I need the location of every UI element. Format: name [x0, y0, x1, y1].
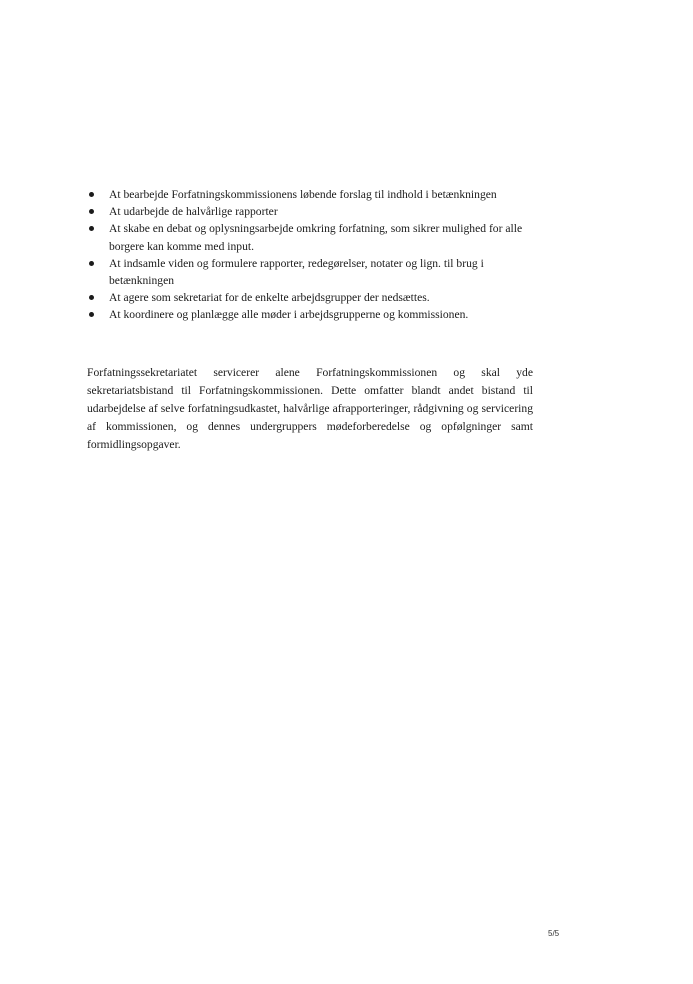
bullet-item [87, 186, 533, 203]
bullet-dot-icon [89, 192, 94, 197]
bullet-item [87, 203, 533, 220]
bullet-text: At bearbejde Forfatningskommissionens løbende forslag til indhold i betænkningen [109, 188, 497, 201]
task-bullet-list [87, 186, 533, 324]
bullet-dot-icon [89, 261, 94, 266]
bullet-text: At agere som sekretariat for de enkelte arbejdsgrupper der nedsættes. [109, 291, 430, 305]
bullet-item [87, 220, 533, 254]
bullet-text: At skabe en debat og oplysningsarbejde omkring forfatning, som sikrer mulighed for alle borgere kan komme med input. [109, 222, 523, 253]
bullet-dot-icon [89, 226, 94, 231]
bullet-text: At udarbejde de halvårlige rapporter [109, 205, 278, 219]
body-paragraph: Forfatningssekretariatet servicerer alene Forfatningskommissionen og skal yde sekretariatsbistand til Forfatningskommissionen. Dette omfatter blandt andet bistand til udarbejdelse af selve forfatningsudkastet, halvårlige afrapporteringer, rådgivning og servicering af kommissionen, og dennes undergruppers mødeforberedelse og opfølgninger samt formidlingsopgaver. [87, 366, 533, 451]
bullet-dot-icon [89, 312, 94, 317]
page-number: 5/5 [548, 929, 560, 938]
bullet-text: At koordinere og planlægge alle møder i arbejdsgrupperne og kommissionen. [109, 308, 469, 322]
bullet-item [87, 306, 533, 323]
bullet-text: At indsamle viden og formulere rapporter, redegørelser, notater og lign. til brug i betænkningen [109, 256, 484, 288]
bullet-item [87, 289, 533, 306]
bullet-dot-icon [89, 295, 94, 300]
bullet-item [87, 255, 533, 289]
bullet-dot-icon [89, 209, 94, 214]
